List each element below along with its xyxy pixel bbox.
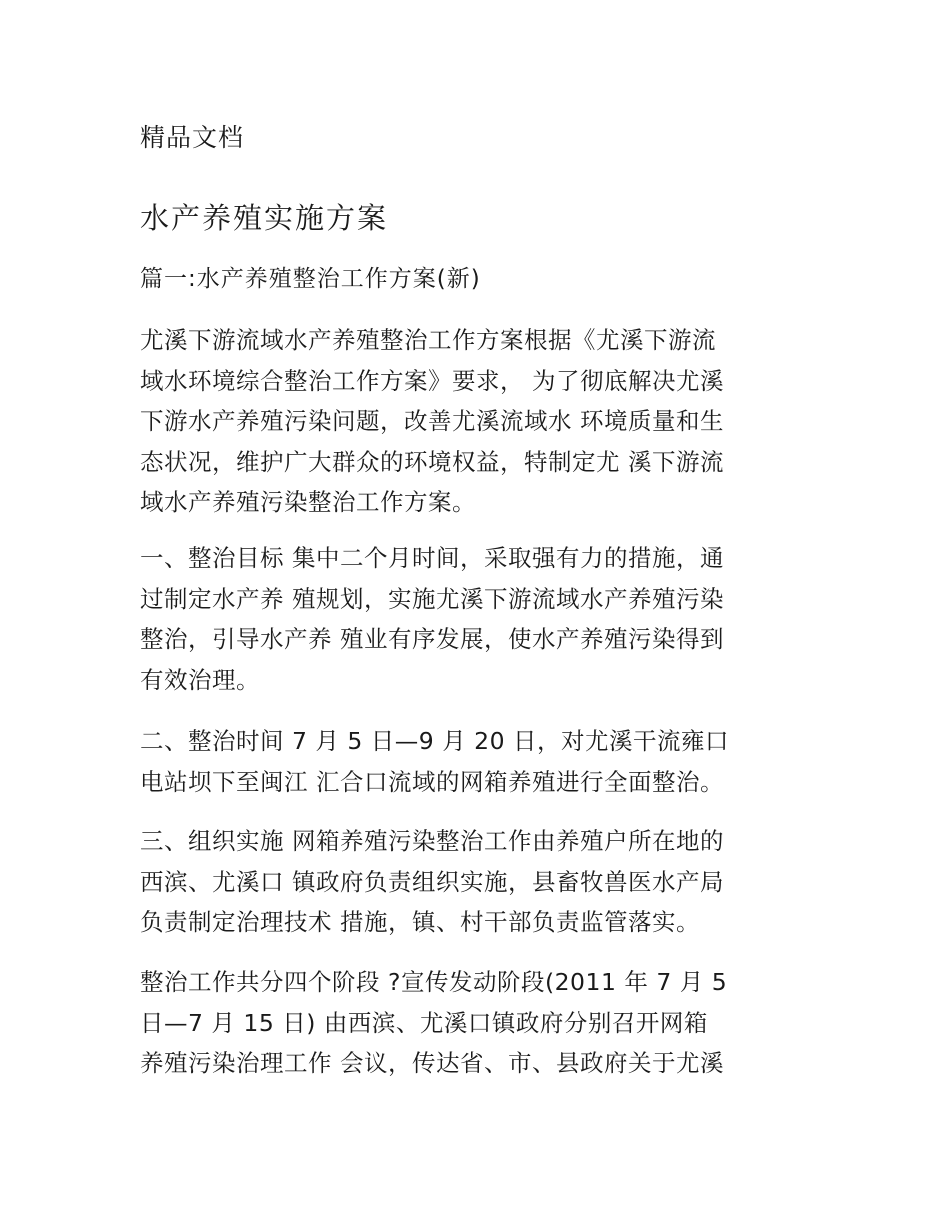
paragraph-goal: [140, 538, 820, 700]
text-line: 一、整治目标 集中二个月时间，采取强有力的措施，通: [140, 544, 724, 572]
text-line: 尤溪下游流域水产养殖整治工作方案根据《尤溪下游流: [140, 326, 716, 354]
paragraph-stages: [140, 962, 820, 1084]
text-line: 负责制定治理技术 措施，镇、村干部负责监管落实。: [140, 908, 700, 936]
document-header: 精品文档: [140, 123, 245, 152]
text-line: 养殖污染治理工作 会议，传达省、市、县政府关于尤溪: [140, 1049, 724, 1077]
text-line: 西滨、尤溪口 镇政府负责组织实施，县畜牧兽医水产局: [140, 867, 724, 896]
text-line: 域水环境综合整治工作方案》要求， 为了彻底解决尤溪: [140, 366, 724, 395]
document-subtitle: 篇一:水产养殖整治工作方案(新): [140, 266, 481, 292]
paragraph-organization: [140, 821, 820, 943]
text-line: 日—7 月 15 日) 由西滨、尤溪口镇政府分别召开网箱: [140, 1008, 708, 1037]
text-line: 有效治理。: [140, 665, 260, 694]
text-line: 域水产养殖污染整治工作方案。: [140, 488, 476, 516]
paragraph-time: [140, 721, 820, 802]
text-line: 电站坝下至闽江 汇合口流域的网箱养殖进行全面整治。: [140, 767, 724, 796]
text-line: 下游水产养殖污染问题，改善尤溪流域水 环境质量和生: [140, 407, 724, 435]
text-line: 二、整治时间 7 月 5 日—9 月 20 日，对尤溪干流雍口: [140, 727, 730, 755]
text-line: 整治工作共分四个阶段 ?宣传发动阶段(2011 年 7 月 5: [140, 968, 728, 996]
document-title: 水产养殖实施方案: [140, 201, 389, 235]
text-line: 整治，引导水产养 殖业有序发展，使水产养殖污染得到: [140, 625, 724, 653]
text-line: 态状况，维护广大群众的环境权益，特制定尤 溪下游流: [140, 447, 724, 476]
text-line: 过制定水产养 殖规划，实施尤溪下游流域水产养殖污染: [140, 584, 724, 613]
paragraph-intro: [140, 320, 820, 523]
text-line: 三、组织实施 网箱养殖污染整治工作由养殖户所在地的: [140, 827, 724, 855]
